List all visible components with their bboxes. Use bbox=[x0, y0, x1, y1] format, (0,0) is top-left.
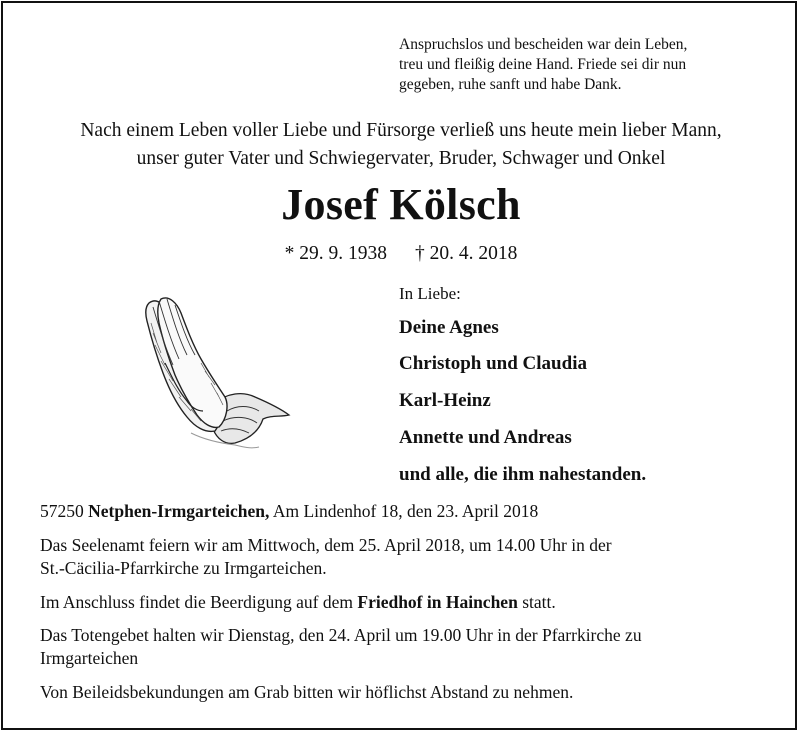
beileid-paragraph: Von Beileidsbekundungen am Grab bitten wir höflichst Abstand zu nehmen. bbox=[40, 682, 574, 702]
address-rest: Am Lindenhof 18, den 23. April 2018 bbox=[272, 501, 539, 521]
seelenamt-paragraph bbox=[40, 534, 770, 580]
poem bbox=[399, 35, 759, 95]
mourner: und alle, die ihm nahestanden. bbox=[399, 464, 647, 485]
mourner: Christoph und Claudia bbox=[399, 353, 587, 374]
cemetery-name: Friedhof in Hainchen bbox=[357, 592, 518, 612]
zip-code: 57250 bbox=[40, 501, 84, 521]
birth-date: * 29. 9. 1938 bbox=[284, 243, 387, 264]
paragraph-line: Das Seelenamt feiern wir am Mittwoch, dem 25. April 2018, um 14.00 Uhr in der bbox=[40, 535, 612, 555]
obituary-notice bbox=[1, 1, 797, 730]
address-line bbox=[40, 500, 770, 523]
mourner: Annette und Andreas bbox=[399, 427, 572, 448]
in-liebe-label: In Liebe: bbox=[399, 284, 461, 303]
praying-hands-icon bbox=[131, 293, 291, 453]
poem-line: Anspruchslos und bescheiden war dein Leben, bbox=[399, 36, 688, 53]
paragraph-line: Das Totengebet halten wir Dienstag, den 24. April um 19.00 Uhr in der Pfarrkirche zu bbox=[40, 625, 642, 645]
intro-line: Nach einem Leben voller Liebe und Fürsorge verließ uns heute mein lieber Mann, bbox=[80, 120, 722, 141]
intro-line: unser guter Vater und Schwiegervater, Bruder, Schwager und Onkel bbox=[136, 148, 666, 169]
beerdigung-text: Im Anschluss findet die Beerdigung auf dem bbox=[40, 592, 353, 612]
life-dates bbox=[3, 243, 799, 265]
place-name: Netphen-Irmgarteichen, bbox=[88, 501, 270, 521]
mourner: Deine Agnes bbox=[399, 317, 499, 338]
mourner: Karl-Heinz bbox=[399, 390, 491, 411]
paragraph-line: St.-Cäcilia-Pfarrkirche zu Irmgarteichen. bbox=[40, 558, 327, 578]
poem-line: gegeben, ruhe sanft und habe Dank. bbox=[399, 76, 622, 93]
beerdigung-paragraph bbox=[40, 591, 770, 614]
intro-text bbox=[3, 117, 799, 173]
death-date: † 20. 4. 2018 bbox=[415, 243, 518, 264]
totengebet-paragraph bbox=[40, 624, 770, 670]
beerdigung-end: statt. bbox=[522, 592, 556, 612]
deceased-name: Josef Kölsch bbox=[281, 180, 521, 229]
poem-line: treu und fleißig deine Hand. Friede sei dir nun bbox=[399, 56, 687, 73]
paragraph-line: Irmgarteichen bbox=[40, 648, 139, 668]
